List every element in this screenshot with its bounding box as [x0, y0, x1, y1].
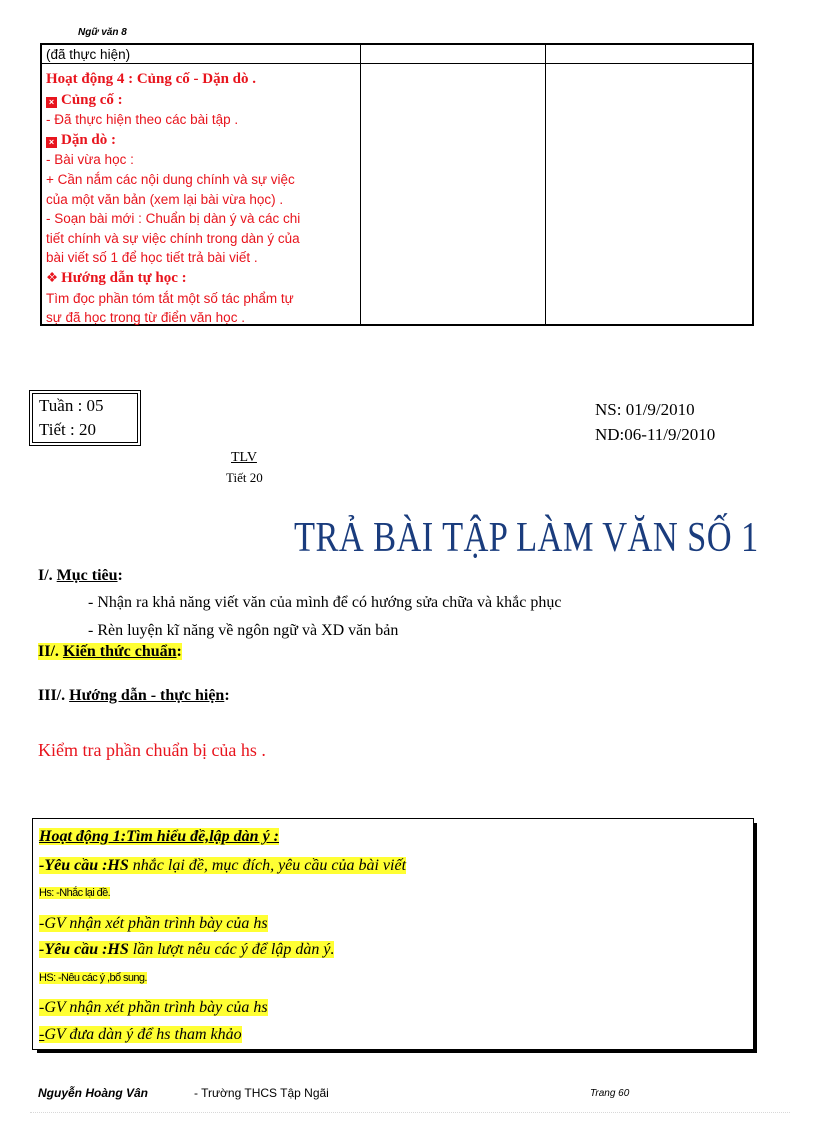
gv-comment-3: -GV đưa dàn ý để hs tham khảo: [39, 1026, 242, 1043]
lesson-title: TRẢ BÀI TẬP LÀM VĂN SỐ 1: [294, 515, 759, 561]
date-info: [595, 397, 715, 447]
activity-1-title: Hoạt động 1:Tìm hiểu đề,lập dàn ý :: [39, 828, 279, 845]
footer-page-number: Trang 60: [590, 1088, 630, 1099]
week-label: Tuần : 05: [39, 396, 104, 415]
section-objectives-heading: I/. Mục tiêu:: [38, 567, 123, 584]
diamond-bullet-icon: ❖: [46, 269, 59, 285]
consolidate-text: - Đã thực hiện theo các bài tập .: [46, 112, 239, 128]
homework-line: bài viết số 1 để học tiết trả bài viết .: [46, 250, 258, 266]
table-first-row: (đã thực hiện): [46, 47, 131, 62]
table-column-divider: [545, 45, 546, 324]
requirement-2: -Yêu cầu :HS lần lượt nêu các ý để lập dàn ý.: [39, 941, 335, 958]
hs-response-2: HS: -Nêu các ý ,bổ sung.: [39, 972, 147, 984]
check-preparation-text: Kiểm tra phần chuẩn bị của hs .: [38, 740, 266, 760]
homework-line: - Soạn bài mới : Chuẩn bị dàn ý và các chi: [46, 211, 301, 227]
homework-line: tiết chính và sự việc chính trong dàn ý của: [46, 230, 300, 246]
tlv-label: TLV: [231, 450, 257, 465]
lesson-plan-table: [40, 43, 754, 326]
selfstudy-heading: ❖ Hướng dẫn tự học :: [46, 269, 187, 286]
objective-item: - Nhận ra khả năng viết văn của mình để có hướng sửa chữa và khắc phục: [88, 594, 562, 611]
week-period-box: [32, 393, 138, 443]
selfstudy-line: Tìm đọc phần tóm tắt một số tác phẩm tự: [46, 290, 294, 306]
section-guide-heading: III/. Hướng dẫn - thực hiện:: [38, 687, 230, 704]
period-label: Tiết : 20: [39, 420, 97, 439]
activity-4-title: Hoạt động 4 : Củng cố - Dặn dò .: [46, 71, 257, 87]
requirement-1: -Yêu cầu :HS nhắc lại đề, mục đích, yêu cầu của bài viết: [39, 857, 407, 874]
homework-line: + Cần nắm các nội dung chính và sự việc: [46, 171, 295, 187]
subject-header: Ngữ văn 8: [78, 27, 127, 38]
section-knowledge-heading: II/. Kiến thức chuẩn:: [38, 643, 182, 660]
table-column-divider: [360, 45, 361, 324]
nd-date: ND:06-11/9/2010: [595, 425, 716, 444]
homework-heading: × Dặn dò :: [46, 130, 358, 151]
footer-divider: [30, 1112, 790, 1113]
tiet-sub-label: Tiết 20: [226, 470, 263, 485]
gv-comment-1: -GV nhận xét phần trình bày của hs: [39, 915, 268, 932]
consolidate-heading: × Củng cố :: [46, 90, 358, 111]
activity-1-box: [32, 818, 754, 1050]
selfstudy-line: sự đã học trong từ điển văn học .: [46, 310, 245, 326]
homework-line: - Bài vừa học :: [46, 152, 134, 168]
footer-school: - Trường THCS Tập Ngãi: [194, 1086, 329, 1100]
homework-line: của một văn bản (xem lại bài vừa học) .: [46, 191, 284, 207]
objective-item: - Rèn luyện kĩ năng về ngôn ngữ và XD văn bản: [88, 622, 399, 639]
ns-date: NS: 01/9/2010: [595, 400, 695, 419]
hs-response-1: Hs: -Nhắc lại đề.: [39, 887, 111, 899]
gv-comment-2: -GV nhận xét phần trình bày của hs: [39, 999, 268, 1016]
checkbox-x-icon: ×: [46, 97, 57, 108]
table-cell-content: [46, 46, 358, 328]
checkbox-x-icon: ×: [46, 137, 57, 148]
footer-author: Nguyễn Hoàng Vân: [38, 1086, 149, 1100]
